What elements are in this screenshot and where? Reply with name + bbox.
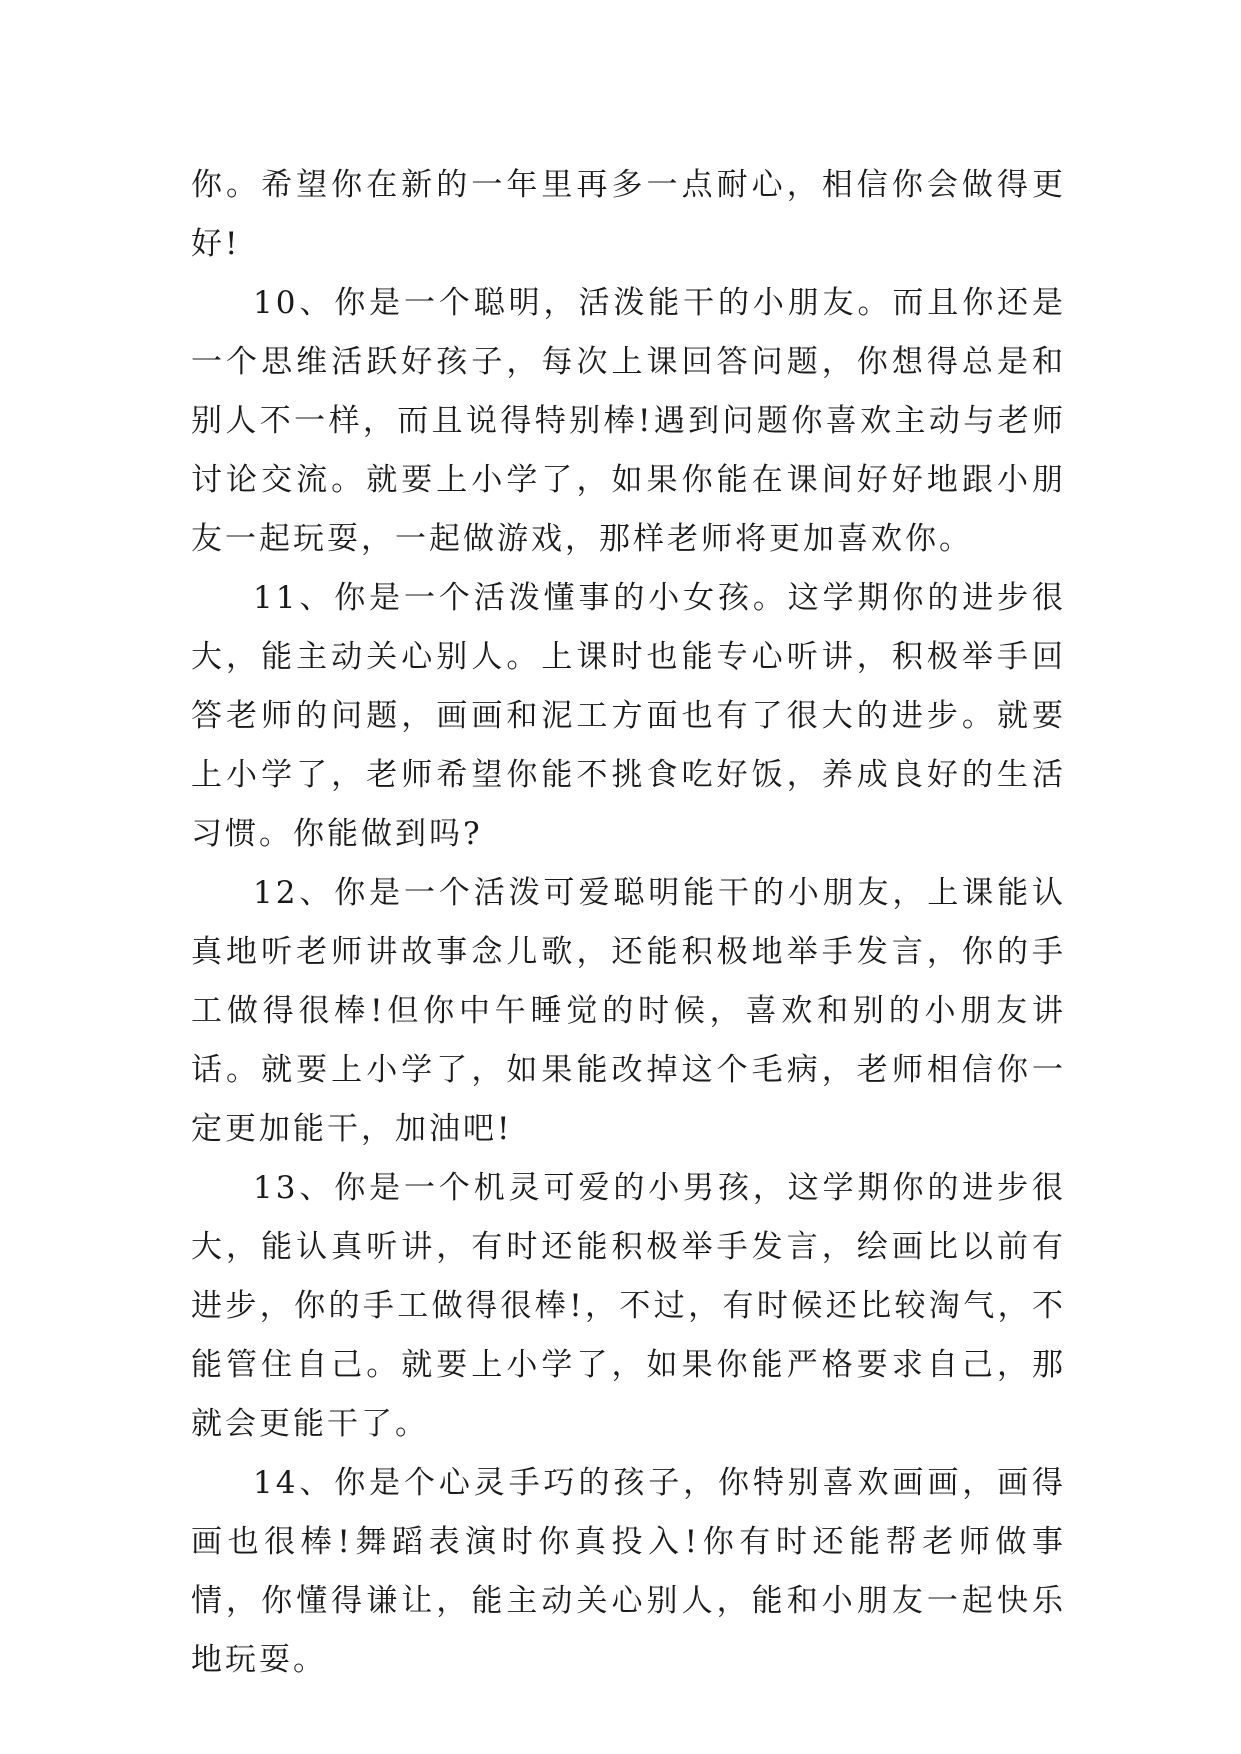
paragraph-comment-14: 14、你是个心灵手巧的孩子，你特别喜欢画画，画得画也很棒!舞蹈表演时你真投入!你有时还能帮老师做事情，你懂得谦让，能主动关心别人，能和小朋友一起快乐地玩耍。 (191, 1465, 1066, 1678)
paragraph-comment-12: 12、你是一个活泼可爱聪明能干的小朋友，上课能认真地听老师讲故事念儿歌，还能积极地举手发言，你的手工做得很棒!但你中午睡觉的时候，喜欢和别的小朋友讲话。就要上小学了，如果能改掉这个毛病，老师相信你一定更加能干，加油吧! (191, 875, 1066, 1147)
paragraph-continuation: 你。希望你在新的一年里再多一点耐心，相信你会做得更好! (191, 167, 1066, 262)
document-body (191, 156, 1066, 1690)
paragraph-comment-10: 10、你是一个聪明，活泼能干的小朋友。而且你还是一个思维活跃好孩子，每次上课回答问题，你想得总是和别人不一样，而且说得特别棒!遇到问题你喜欢主动与老师讨论交流。就要上小学了，如果你能在课间好好地跟小朋友一起玩耍，一起做游戏，那样老师将更加喜欢你。 (191, 285, 1066, 557)
paragraph-comment-11: 11、你是一个活泼懂事的小女孩。这学期你的进步很大，能主动关心别人。上课时也能专心听讲，积极举手回答老师的问题，画画和泥工方面也有了很大的进步。就要上小学了，老师希望你能不挑食吃好饭，养成良好的生活习惯。你能做到吗? (191, 580, 1066, 852)
paragraph-comment-13: 13、你是一个机灵可爱的小男孩，这学期你的进步很大，能认真听讲，有时还能积极举手发言，绘画比以前有进步，你的手工做得很棒!，不过，有时候还比较淘气，不能管住自己。就要上小学了，如果你能严格要求自己，那就会更能干了。 (191, 1170, 1066, 1442)
